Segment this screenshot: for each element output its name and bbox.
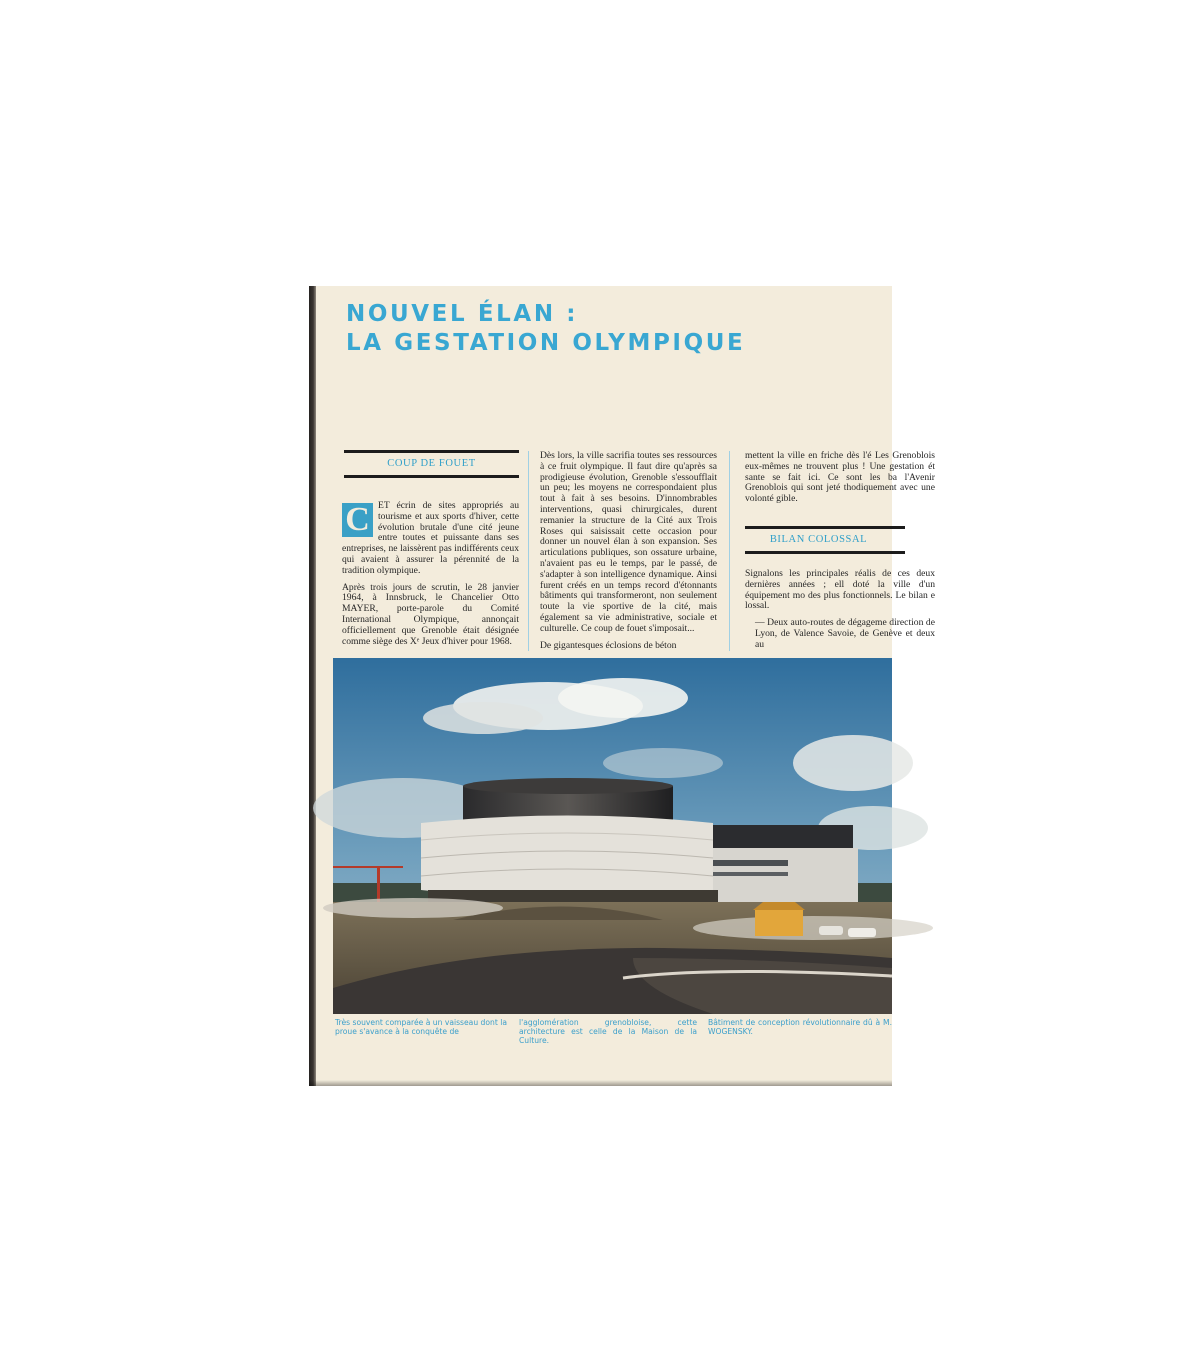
heading-rule-top (745, 526, 905, 529)
page-spine (309, 286, 316, 1086)
paragraph-scrutin: Après trois jours de scrutin, le 28 janvier 1964, à Innsbruck, le Chancelier Otto MAYER, porte-parole du Comité International Olympique, annonçait officiellement que Grenoble était désignée comme siège des Xᵉ Jeux d'hiver pour 1968. (342, 581, 519, 647)
column-3-bottom (745, 569, 935, 657)
dropcap: C (342, 503, 373, 537)
paragraph-signalons: Signalons les principales réalis de ces deux dernières années ; ell doté la ville d'un équipement mo des plus fonctionnels. Le bilan e lossal. (745, 568, 935, 612)
section-heading-coup-de-fouet (344, 450, 519, 478)
magazine-page (309, 286, 935, 1086)
heading-rule-top (344, 450, 519, 453)
caption-middle: l'agglomération grenobloise, cette architecture est celle de la Maison de la Culture. (519, 1018, 697, 1046)
title-line-2: LA GESTATION OLYMPIQUE (346, 330, 746, 356)
caption-left: Très souvent comparée à un vaisseau dont la proue s'avance à la conquête de (335, 1018, 507, 1037)
page-bottom-shadow (309, 1080, 892, 1086)
column-2 (540, 451, 717, 657)
heading-rule-bottom (344, 475, 519, 478)
paragraph-autoroutes: — Deux auto-routes de dégageme direction de Lyon, de Valence Savoie, de Genève et deux au (755, 617, 935, 650)
paragraph-des-lors: Dès lors, la ville sacrifia toutes ses ressources à ce fruit olympique. Il faut dire qu'après sa prodigieuse évolution, Grenoble s'essoufflait un peu; les moyens ne correspondaient plus tout à fait à ses besoins. D'innombrables interventions, quasi chirurgicales, durent remanier la structure de la Cité aux Trois Roses qui saisissait cette occasion pour donner un nouvel élan à son expansion. Ses articulations publiques, son ossature urbaine, n'avaient pas eu le temps, par le passé, de s'adapter à son intelligence dynamique. Ainsi furent créés en un temps record d'étonnants bâtiments qui transformeront, non seulement toute la vie sportive de la cité, mais également sa vie administrative, sociale et culturelle. Ce coup de fouet s'imposait... (540, 450, 717, 634)
section-heading-bilan-colossal (745, 526, 905, 554)
photo-maison-de-la-culture (333, 658, 892, 1014)
column-divider (729, 451, 730, 651)
heading-rule-bottom (745, 551, 905, 554)
caption-right: Bâtiment de conception révolutionnaire dû à M. WOGENSKY. (708, 1018, 892, 1037)
paragraph-friche: mettent la ville en friche dès l'é Les Grenoblois eux-mêmes ne trouvent plus ! Une gestation ét sante se fait ici. Ce sont les ba l'Avenir Grenoblois qui sont jeté thodiquement avec une volonté gible. (745, 450, 935, 505)
heading-text: BILAN COLOSSAL (769, 534, 868, 545)
paragraph-intro-text: ET écrin de sites appropriés au tourisme et aux sports d'hiver, cette évolution brutale d'une cité jeune entre toutes et puissante dans ses entreprises, ne laissèrent pas indifférents ceux qui avaient à assurer la pérennité de la tradition olympique. (342, 500, 519, 576)
heading-text: COUP DE FOUET (387, 458, 476, 469)
article-title (346, 300, 745, 358)
paragraph-intro (342, 501, 519, 577)
column-1 (342, 501, 519, 653)
title-line-1: NOUVEL ÉLAN : (346, 301, 579, 327)
paragraph-eclosions: De gigantesques éclosions de béton (540, 639, 677, 651)
column-divider (528, 451, 529, 651)
column-3-top (745, 451, 935, 511)
